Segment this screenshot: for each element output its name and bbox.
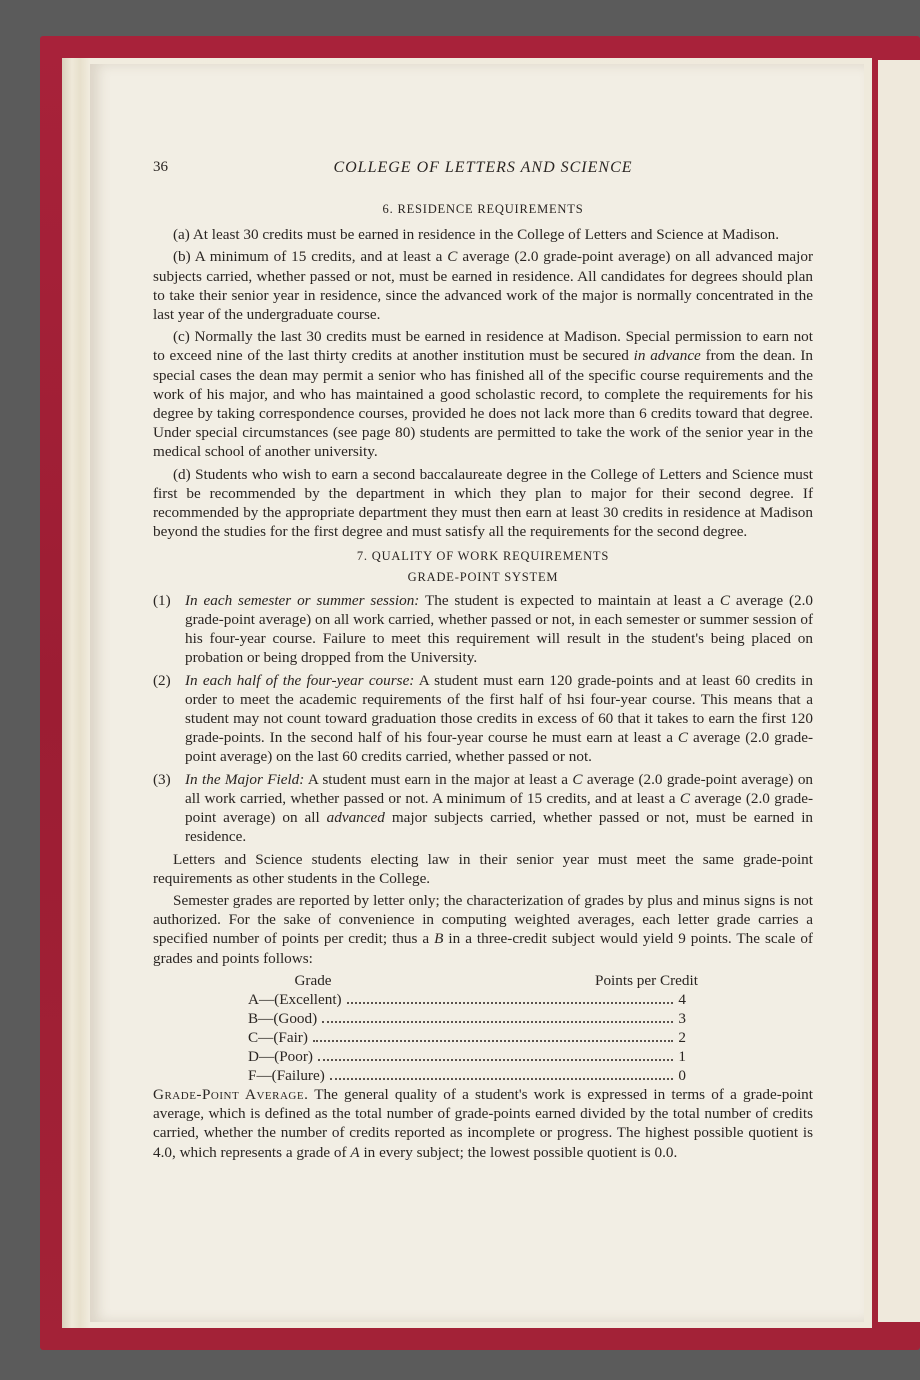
grade-column-header: Grade: [294, 971, 332, 989]
table-row: A—(Excellent) 4: [248, 990, 686, 1008]
law-paragraph: Letters and Science students electing law in their senior year must meet the same grade-point requirements as other students in the College.: [153, 850, 813, 887]
paragraph-b: (b) A minimum of 15 credits, and at least a C average (2.0 grade-point average) on all advanced major subjects carried, whether passed or not, must be earned in residence. All candidates for degrees should plan to take their senior year in residence, since the advanced work of the major is normally concentrated in the last year of the undergraduate course.: [153, 248, 814, 324]
table-row: C—(Fair) 2: [248, 1028, 686, 1046]
list-item: (1) In each semester or summer session: The student is expected to maintain at least a C average (2.0 grade-point average) on all work carried, whether passed or not, in each semester or summer session of his four-year course. Failure to meet this requirement will result in the student's being placed on probation or being dropped from the University.: [153, 591, 813, 667]
gpa-term: Grade-Point Average.: [153, 1085, 309, 1103]
paragraph-d: (d) Students who wish to earn a second baccalaureate degree in the College of Letters and Science must first be recommended by the department in which they plan to major for their second degree. If recommended by the appropriate department they must then earn at least 30 credits in residence at Madison beyond the studies for the first degree and must satisfy all the requirements for the second degree.: [153, 465, 813, 541]
section-heading-quality: 7. QUALITY OF WORK REQUIREMENTS: [356, 549, 610, 564]
paragraph-a: (a) At least 30 credits must be earned in residence in the College of Letters and Science at Madison.: [173, 226, 780, 244]
list-item: (2) In each half of the four-year course: A student must earn 120 grade-points and at least 60 credits in order to meet the academic requirements of the first half of hsi four-year course. This means that a student may not count toward graduation those credits in excess of 60 that it takes to earn the first 120 grade-points. In the second half of his four-year course he must earn at least a C average (2.0 grade-point average) on the last 60 credits carried, whether passed or not.: [153, 671, 813, 766]
points-column-header: Points per Credit: [595, 971, 698, 989]
page-number: 36: [153, 159, 168, 175]
table-row: D—(Poor) 1: [248, 1047, 686, 1065]
running-title: COLLEGE OF LETTERS AND SCIENCE: [333, 159, 633, 176]
table-row: B—(Good) 3: [248, 1009, 686, 1027]
paragraph-c: (c) Normally the last 30 credits must be earned in residence at Madison. Special permission to earn not to exceed nine of the last thirty credits at another institution must be secured in advance from the dean. In special cases the dean may permit a senior who has finished all of the specific course requirements and the work of his major, and who has maintained a good scholastic record, to complete the requirements for his degree by taking correspondence courses, provided he does not lack more than 6 credits toward that degree. Under special circumstances (see page 80) students are permitted to take the work of the senior year in the medical school of another university.: [153, 328, 814, 461]
subheading-grade-point: GRADE-POINT SYSTEM: [407, 569, 559, 584]
facing-page-edge: [878, 60, 920, 1322]
running-head: [153, 158, 813, 188]
gpa-paragraph: Grade-Point Average. The general quality of a student's work is expressed in terms of a grade-point average, which is defined as the total number of grade-points earned divided by the total number of credits carried, whether the number of credits reported as incomplete or progress. The highest possible quotient is 4.0, which represents a grade of A in every subject; the lowest possible quotient is 0.0.: [153, 1085, 813, 1161]
list-item: (3) In the Major Field: A student must earn in the major at least a C average (2.0 grade-point average) on all work carried, whether passed or not. A minimum of 15 credits, and at least a C average (2.0 grade-point average) on all advanced major subjects carried, whether passed or not, must be earned in residence.: [153, 770, 814, 846]
section-heading-residence: 6. RESIDENCE REQUIREMENTS: [382, 202, 584, 216]
grade-table-header: [153, 971, 813, 990]
table-row: F—(Failure) 0: [248, 1066, 686, 1084]
page-content: [153, 158, 813, 1165]
grades-paragraph: Semester grades are reported by letter only; the characterization of grades by plus and minus signs is not authorized. For the sake of convenience in computing weighted averages, each letter grade carries a specified number of points per credit; thus a B in a three-credit subject would yield 9 points. The scale of grades and points follows:: [153, 891, 813, 967]
